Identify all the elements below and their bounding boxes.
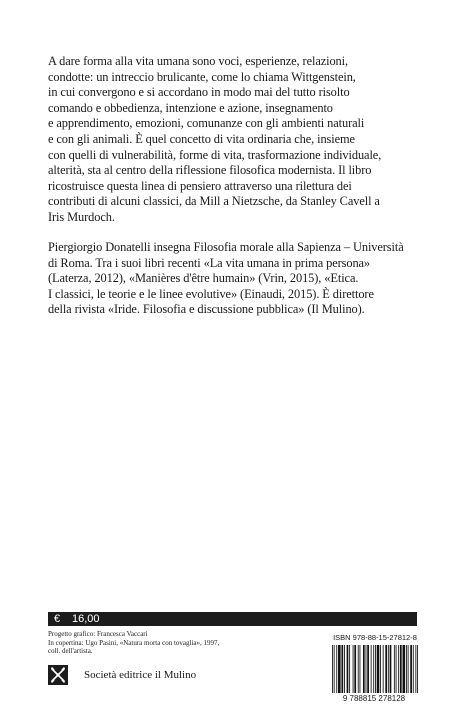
barcode-bar	[403, 645, 406, 693]
blurb-line: e con gli animali. È quel concetto di vita ordinaria che, insieme	[48, 131, 355, 146]
blurb-line: in cui convergono e si accordano in modo mai del tutto risolto	[48, 85, 350, 100]
barcode-bar	[388, 645, 389, 693]
barcode-bar	[400, 645, 402, 693]
barcode-bar	[406, 645, 407, 693]
credit-line: Progetto grafico: Francesca Vaccari	[48, 630, 148, 638]
barcode-bar	[417, 645, 418, 693]
blurb-line: comando e obbedienza, intenzione e azione, insegnamento	[48, 100, 333, 115]
barcode-bar	[410, 645, 412, 693]
barcode-bar	[396, 645, 397, 693]
barcode	[331, 645, 419, 693]
barcode-bar	[334, 645, 335, 693]
barcode-bar	[394, 645, 395, 693]
barcode-bar	[336, 645, 337, 693]
barcode-bar	[353, 645, 354, 693]
isbn-label: ISBN 978-88-15-27812-8	[333, 633, 417, 642]
barcode-bar	[360, 645, 361, 693]
barcode-bar	[398, 645, 399, 693]
barcode-bar	[344, 645, 345, 693]
barcode-bar	[363, 645, 365, 693]
barcode-bar	[375, 645, 376, 693]
barcode-bar	[358, 645, 359, 693]
author-bio	[48, 240, 420, 318]
barcode-bar	[354, 645, 356, 693]
back-cover-blurb	[48, 54, 420, 226]
price-amount: 16,00	[72, 613, 100, 625]
barcode-bar	[367, 645, 369, 693]
blurb-line: con quelli di vulnerabilità, forme di vita, trasformazione individuale,	[48, 147, 382, 162]
blurb-line: alterità, sta al centro della riflessione filosofica modernista. Il libro	[48, 163, 372, 178]
credit-line: coll. dell'artista.	[48, 647, 93, 656]
publisher-name: Società editrice il Mulino	[84, 669, 197, 681]
barcode-bar	[341, 645, 343, 693]
barcode-bar	[390, 645, 392, 693]
barcode-bar	[415, 645, 416, 693]
cover-credits	[48, 630, 288, 656]
windmill-icon	[48, 665, 68, 685]
barcode-bar	[371, 645, 372, 693]
barcode-bar	[380, 645, 381, 693]
barcode-digits: 9 788815 278128	[342, 694, 406, 703]
barcode-bar	[373, 645, 374, 693]
bio-line: I classici, le teorie e le linee evolutive» (Einaudi, 2015). È direttore	[48, 286, 374, 301]
blurb-line: contributi di alcuni classici, da Mill a Nietzsche, da Stanley Cavell a	[48, 194, 380, 209]
barcode-bar	[385, 645, 387, 693]
bio-line: (Laterza, 2012), «Manières d'être humain» (Vrin, 2015), «Etica.	[48, 271, 359, 286]
bio-line: Piergiorgio Donatelli insegna Filosofia morale alla Sapienza – Università	[48, 240, 404, 254]
blurb-line: Iris Murdoch.	[48, 209, 115, 224]
credit-line: In copertina: Ugo Pasini, «Natura morta con tovaglia», 1997,	[48, 638, 220, 647]
barcode-bar	[413, 645, 414, 693]
barcode-bar	[338, 645, 341, 693]
barcode-bar	[377, 645, 380, 693]
barcode-bar	[383, 645, 384, 693]
barcode-bar	[349, 645, 350, 693]
barcode-bar	[332, 645, 333, 693]
barcode-bar	[366, 645, 367, 693]
blurb-line: ricostruisce questa linea di pensiero attraverso una rilettura dei	[48, 178, 352, 193]
blurb-line: e apprendimento, emozioni, comunanze con gli ambienti naturali	[48, 116, 365, 131]
price-bar	[48, 612, 417, 626]
currency-symbol: €	[54, 613, 61, 625]
bio-line: della rivista «Iride. Filosofia e discussione pubblica» (Il Mulino).	[48, 302, 365, 317]
bio-line: di Roma. Tra i suoi libri recenti «La vita umana in prima persona»	[48, 255, 371, 270]
blurb-line: condotte: un intreccio brulicante, come lo chiama Wittgenstein,	[48, 69, 356, 84]
blurb-line: A dare forma alla vita umana sono voci, esperienze, relazioni,	[48, 54, 348, 68]
barcode-bar	[347, 645, 349, 693]
barcode-bar	[408, 645, 409, 693]
